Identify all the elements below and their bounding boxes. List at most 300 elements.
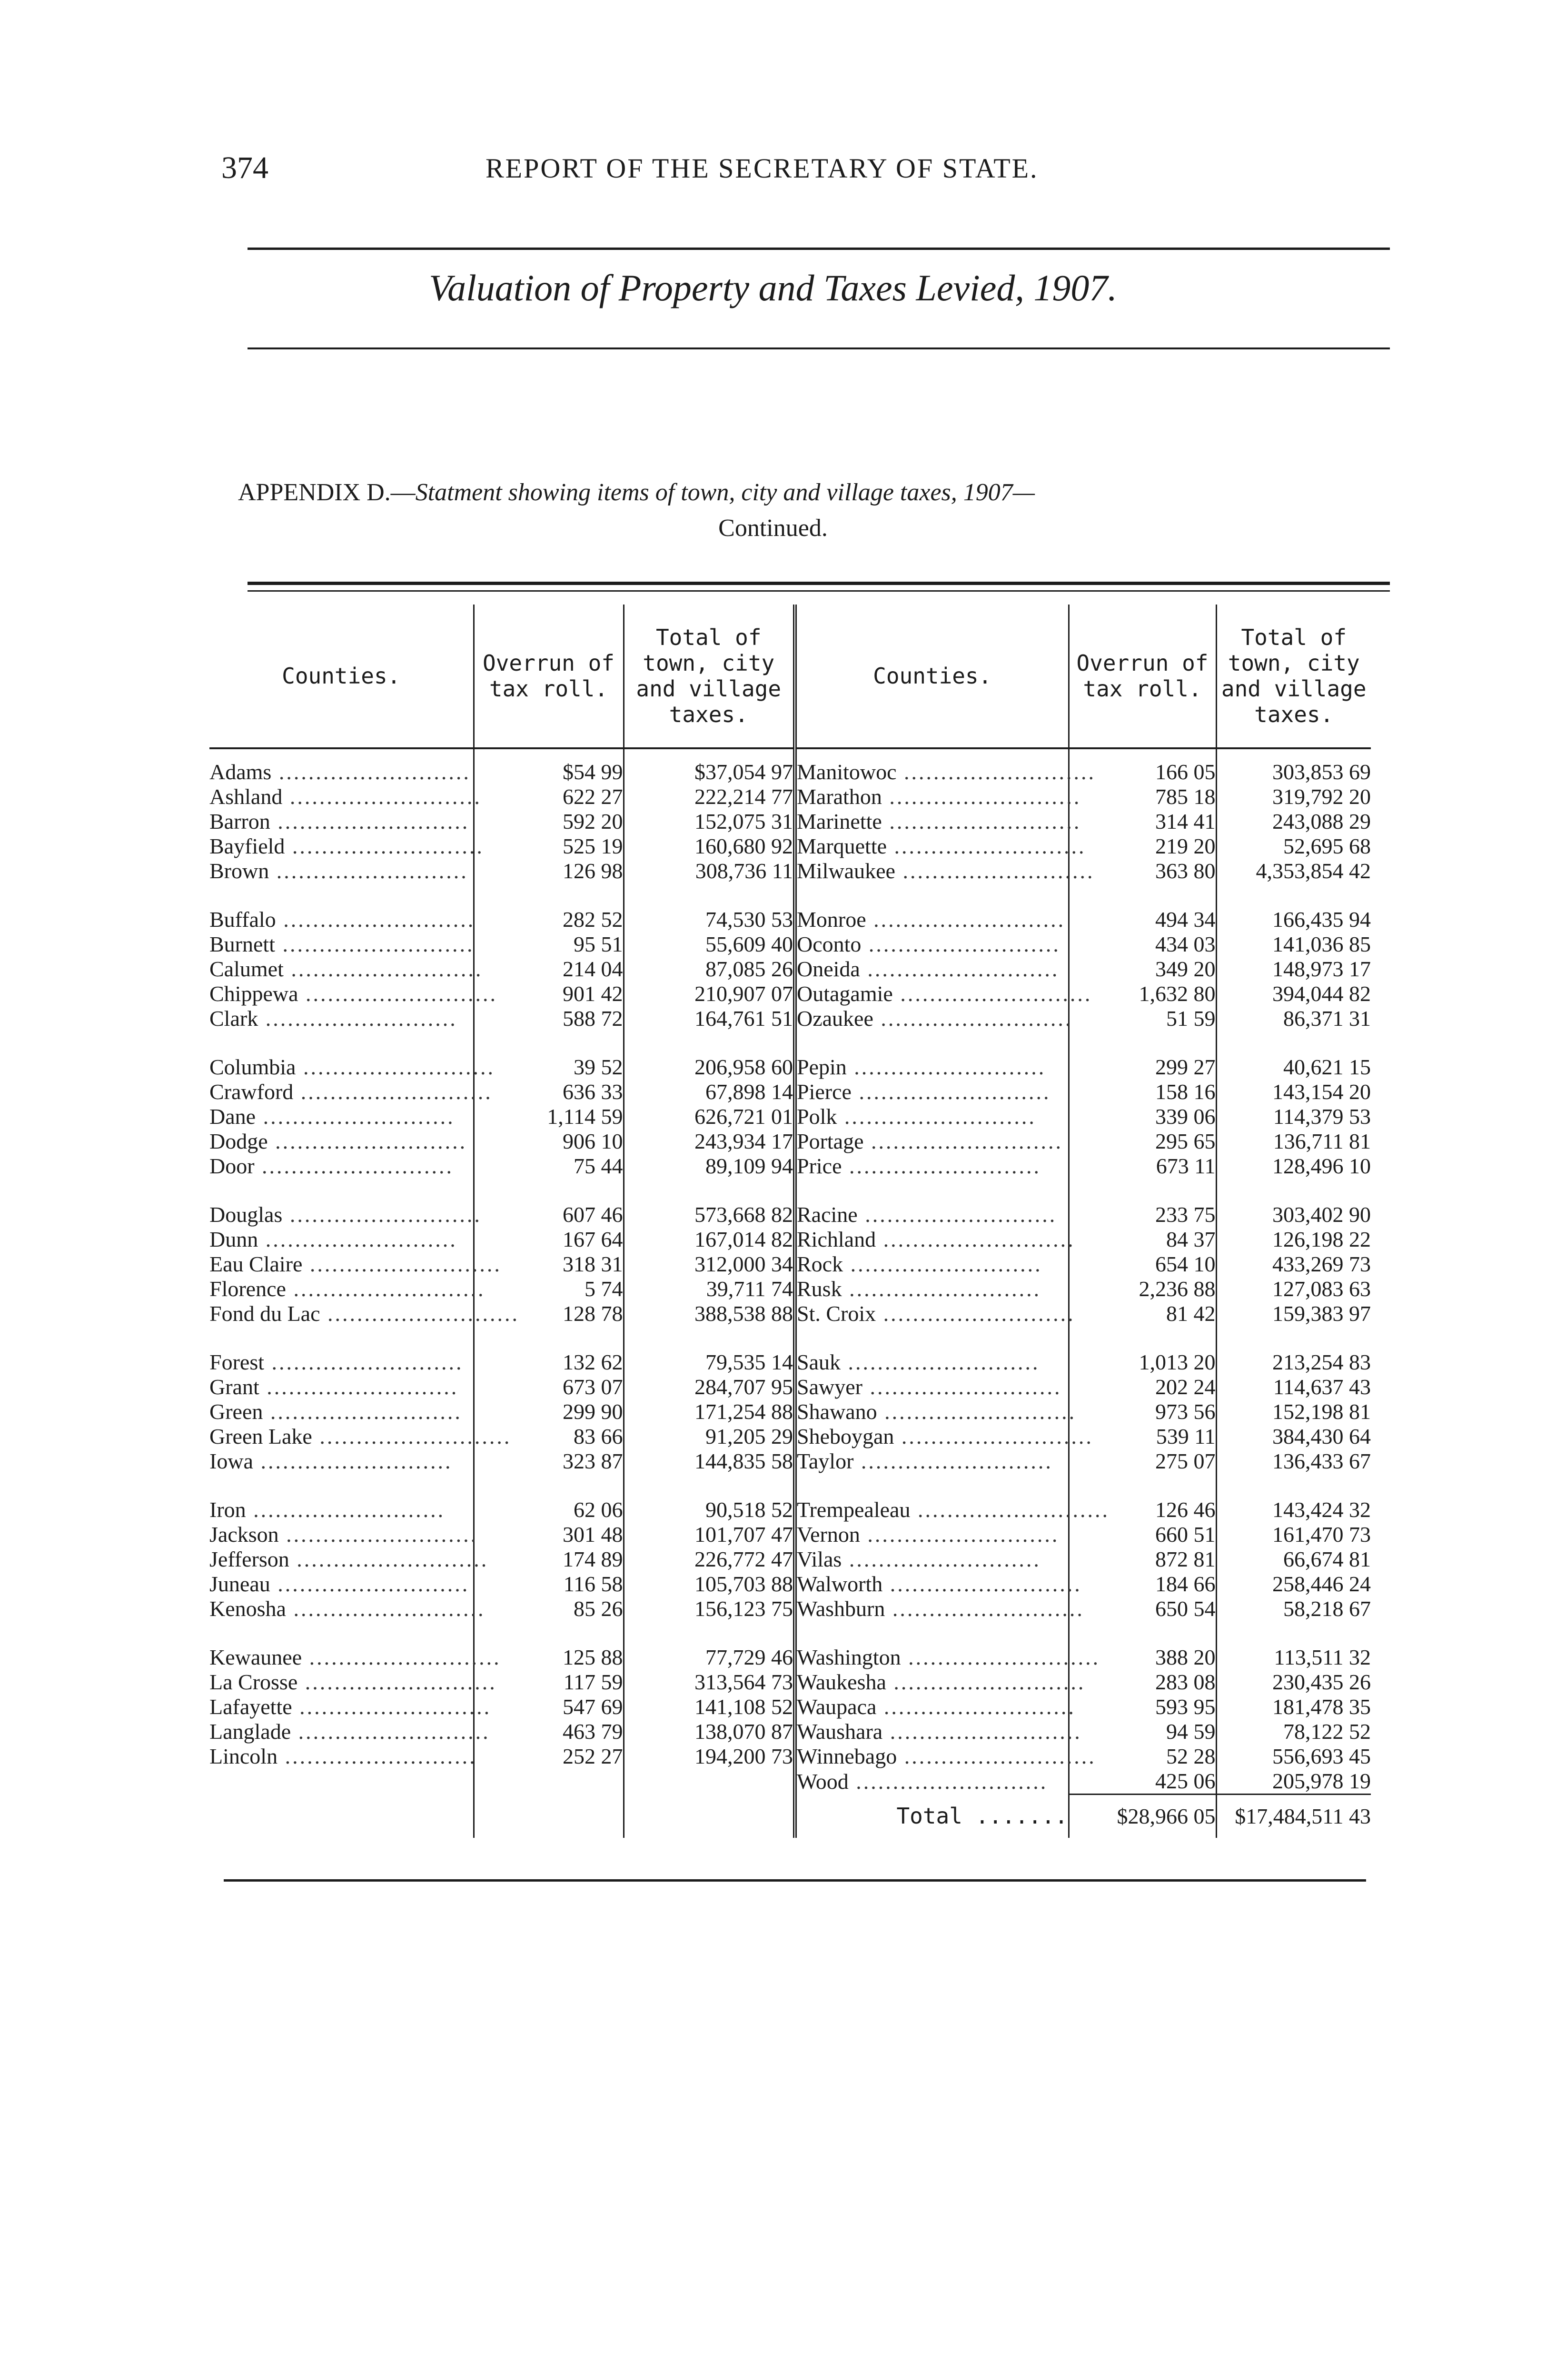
- leader-dots: ..........................: [270, 809, 470, 833]
- table-row: [209, 1399, 1371, 1424]
- county-name: Burnett: [209, 932, 275, 956]
- overrun-cell-right: 158 16: [1069, 1080, 1216, 1104]
- overrun-cell-left: 95 51: [474, 932, 624, 957]
- county-cell-left: [209, 1547, 489, 1572]
- county-cell-left: [209, 1572, 474, 1597]
- county-name: Walworth: [797, 1572, 883, 1596]
- county-cell-right: [795, 784, 1081, 809]
- appendix-prefix: APPENDIX D.—: [238, 479, 416, 506]
- overrun-cell-right: 785 18: [1069, 784, 1216, 809]
- leader-dots: .......: [962, 1803, 1068, 1829]
- county-cell-right: [795, 1719, 1082, 1744]
- overrun-cell-right: 973 56: [1069, 1399, 1216, 1424]
- overrun-cell-right: 299 27: [1069, 1055, 1216, 1080]
- table-row: [209, 784, 1371, 809]
- table-row: [209, 1424, 1371, 1449]
- overrun-cell-right: 349 20: [1069, 957, 1216, 982]
- total-cell-left: 284,707 95: [624, 1375, 795, 1399]
- total-cell-left: 55,609 40: [624, 932, 795, 957]
- total-cell-right: 303,402 90: [1272, 1202, 1371, 1227]
- county-cell-left: [209, 834, 484, 859]
- county-cell-left: [209, 1424, 512, 1449]
- total-cell-left: 89,109 94: [624, 1154, 795, 1179]
- table-row: [209, 1252, 1371, 1277]
- table-body: [209, 748, 1371, 1838]
- overrun-cell-right: 314 41: [1069, 809, 1216, 834]
- overrun-cell-right: 81 42: [1069, 1301, 1216, 1326]
- total-cell-right: 152,198 81: [1272, 1399, 1371, 1424]
- overrun-cell-left: 128 78: [474, 1301, 624, 1326]
- overrun-cell-right: 166 05: [1069, 748, 1216, 784]
- county-cell-right: [795, 982, 1092, 1006]
- total-label: [795, 1795, 1069, 1838]
- overrun-cell-left: 636 33: [474, 1080, 624, 1104]
- leader-dots: ..........................: [882, 1572, 1082, 1596]
- total-cell-right: 66,674 81: [1283, 1547, 1371, 1571]
- table-row: [209, 1154, 1371, 1179]
- overrun-cell-left: 117 59: [474, 1670, 624, 1695]
- leader-dots: ..........................: [258, 1227, 457, 1251]
- leader-dots: ..........................: [882, 784, 1081, 809]
- gap-cell: [795, 1621, 1069, 1645]
- total-cell-right: 394,044 82: [1272, 982, 1371, 1006]
- overrun-cell-right: 660 51: [1069, 1522, 1216, 1547]
- table-row: [209, 1547, 1371, 1572]
- table-row: [209, 1645, 1371, 1670]
- county-cell-left: [209, 1449, 474, 1474]
- county-name: Rock: [797, 1252, 843, 1276]
- county-name: Wood: [797, 1769, 849, 1794]
- total-cell-right: 52,695 68: [1283, 834, 1371, 858]
- gap-cell: [474, 883, 624, 907]
- county-name: Monroe: [797, 907, 866, 932]
- gap-cell: [1069, 883, 1216, 907]
- total-cell-left: 222,214 77: [624, 784, 795, 809]
- county-cell-right: [795, 1080, 1069, 1104]
- gap-cell: [474, 1179, 624, 1202]
- total-cell-left: 138,070 87: [624, 1719, 795, 1744]
- gap-cell: [1069, 1326, 1216, 1350]
- county-cell-left: [209, 1399, 474, 1424]
- county-cell-right: [795, 932, 1069, 957]
- total-cell-left: 144,835 58: [624, 1449, 795, 1474]
- county-cell-right: [795, 1129, 1069, 1154]
- table-row: [209, 1350, 1371, 1375]
- gap-cell: [624, 883, 795, 907]
- overrun-cell-left: 174 89: [474, 1547, 624, 1572]
- total-cell-left: 308,736 11: [624, 859, 795, 883]
- overrun-cell-right: 872 81: [1069, 1547, 1216, 1572]
- county-cell-right: [795, 1769, 1069, 1795]
- col-header-overrun-left: Overrun of tax roll.: [474, 605, 624, 748]
- county-name: Trempealeau: [797, 1497, 911, 1522]
- county-cell-left: [209, 932, 474, 957]
- group-gap: [209, 883, 1371, 907]
- total-cell-right: 136,433 67: [1272, 1449, 1371, 1473]
- gap-cell: [1069, 1621, 1216, 1645]
- overrun-cell-right: 494 34: [1069, 907, 1216, 932]
- leader-dots: ..........................: [876, 1227, 1075, 1251]
- col-header-counties-right: Counties.: [795, 605, 1069, 748]
- overrun-cell-right: 1,632 80: [1069, 982, 1216, 1006]
- county-name: Green Lake: [209, 1424, 312, 1448]
- overrun-cell-right: 51 59: [1069, 1006, 1216, 1031]
- county-cell-left: [209, 1645, 501, 1670]
- gap-cell: [624, 1326, 795, 1350]
- county-cell-left: [209, 1301, 520, 1326]
- table-row: [209, 834, 1371, 859]
- county-cell-right: [795, 1695, 1076, 1719]
- leader-dots: ..........................: [842, 1154, 1041, 1178]
- county-name: Sauk: [797, 1350, 841, 1374]
- county-name: Calumet: [209, 957, 284, 981]
- county-cell-left: [209, 957, 483, 982]
- county-cell-right: [795, 1449, 1069, 1474]
- county-cell-left: [209, 1227, 474, 1252]
- overrun-cell-right: 202 24: [1069, 1375, 1216, 1399]
- group-gap: [209, 1179, 1371, 1202]
- county-cell-right: [795, 1645, 1100, 1670]
- leader-dots: ..........................: [285, 834, 484, 858]
- overrun-cell-left: 547 69: [474, 1695, 624, 1719]
- county-cell-left: [209, 1006, 474, 1031]
- total-cell-left: $37,054 97: [624, 748, 795, 784]
- county-cell-left: [209, 1104, 474, 1129]
- overrun-cell-right: 654 10: [1069, 1252, 1216, 1277]
- leader-dots: ..........................: [271, 760, 471, 784]
- table-row: [209, 1375, 1371, 1399]
- table-row: [209, 1202, 1371, 1227]
- county-cell-left: [209, 748, 474, 784]
- county-cell-left: [209, 1129, 474, 1154]
- overrun-cell-left: 622 27: [474, 784, 624, 809]
- overrun-cell-right: 650 54: [1069, 1597, 1216, 1621]
- leader-dots: ..........................: [873, 1006, 1073, 1031]
- total-cell-right: 243,088 29: [1272, 809, 1371, 833]
- county-name: Waukesha: [797, 1670, 886, 1694]
- county-cell-right: [795, 1375, 1069, 1399]
- county-cell-right: [795, 1301, 1075, 1326]
- table-row: [209, 859, 1371, 883]
- county-name: Portage: [797, 1129, 864, 1153]
- total-row: [209, 1795, 1371, 1838]
- county-cell-right: [795, 1227, 1075, 1252]
- title-rule-top: [248, 248, 1390, 250]
- table-row: [209, 1006, 1371, 1031]
- total-cell-left: 626,721 01: [624, 1104, 795, 1129]
- appendix-caption: [238, 478, 1035, 506]
- total-cell-right: 113,511 32: [1274, 1645, 1371, 1669]
- overrun-cell-left: 126 98: [474, 859, 624, 883]
- total-cell-left: 87,085 26: [624, 957, 795, 982]
- county-name: Dunn: [209, 1227, 258, 1251]
- total-cell-right: 556,693 45: [1272, 1744, 1371, 1768]
- gap-cell: [795, 1179, 1069, 1202]
- gap-cell: [1216, 1031, 1371, 1055]
- table-row: [209, 1129, 1371, 1154]
- leader-dots: ..........................: [877, 1399, 1077, 1424]
- county-cell-right: [795, 1497, 1110, 1522]
- leader-dots: ..........................: [887, 834, 1086, 858]
- total-cell-right: 384,430 64: [1272, 1424, 1371, 1448]
- overrun-cell-left: 125 88: [474, 1645, 624, 1670]
- county-name: La Crosse: [209, 1670, 298, 1694]
- leader-dots: ..........................: [320, 1301, 520, 1326]
- table-row: [209, 957, 1371, 982]
- total-cell-left: 74,530 53: [624, 907, 795, 932]
- table-rule-top-thin: [248, 590, 1390, 592]
- gap-cell: [1216, 1474, 1371, 1497]
- overrun-cell-left: 301 48: [474, 1522, 624, 1547]
- county-cell-right: [795, 1252, 1069, 1277]
- county-name: Washington: [797, 1645, 901, 1669]
- leader-dots: ..........................: [275, 932, 475, 956]
- gap-cell: [1216, 1179, 1371, 1202]
- gap-cell: [209, 1326, 474, 1350]
- leader-dots: ..........................: [276, 907, 476, 932]
- gap-cell: [624, 1621, 795, 1645]
- county-cell-left: [209, 1497, 474, 1522]
- leader-dots: ..........................: [863, 1129, 1063, 1153]
- leader-dots: ..........................: [848, 1769, 1048, 1794]
- table-row: [209, 1670, 1371, 1695]
- county-cell-right: [795, 1350, 1069, 1375]
- overrun-cell-left: 463 79: [474, 1719, 624, 1744]
- county-cell-left: [209, 1375, 474, 1399]
- county-name: Vilas: [797, 1547, 842, 1571]
- overrun-cell-right: 425 06: [1069, 1769, 1216, 1795]
- county-name: Crawford: [209, 1080, 294, 1104]
- county-name: Ashland: [209, 784, 283, 809]
- total-cell-right: 205,978 19: [1272, 1769, 1371, 1793]
- leader-dots: ..........................: [837, 1104, 1036, 1129]
- table-row: [209, 748, 1371, 784]
- total-cell-left: [624, 1769, 795, 1795]
- total-cell-right: 148,973 17: [1272, 957, 1371, 981]
- overrun-cell-left: 673 07: [474, 1375, 624, 1399]
- total-cell-right: 86,371 31: [1283, 1006, 1371, 1031]
- gap-cell: [1216, 1326, 1371, 1350]
- leader-dots: ..........................: [298, 982, 498, 1006]
- total-cell-right: 166,435 94: [1272, 907, 1371, 932]
- leader-dots: ..........................: [268, 1129, 467, 1153]
- county-cell-right: [795, 907, 1069, 932]
- total-cell-left: 77,729 46: [624, 1645, 795, 1670]
- overrun-cell-left: 62 06: [474, 1497, 624, 1522]
- total-cell-left: 388,538 88: [624, 1301, 795, 1326]
- leader-dots: ..........................: [876, 1695, 1076, 1719]
- gap-cell: [474, 1474, 624, 1497]
- overrun-cell-right: 593 95: [1069, 1695, 1216, 1719]
- total-cell-right: 4,353,854 42: [1256, 859, 1371, 883]
- county-name: Clark: [209, 1006, 258, 1031]
- leader-dots: ..........................: [853, 1449, 1053, 1473]
- county-cell-left: [209, 1277, 486, 1301]
- county-name: Waushara: [797, 1719, 883, 1744]
- table-row: [209, 1744, 1371, 1769]
- gap-cell: [209, 1179, 474, 1202]
- total-taxes: $17,484,511 43: [1216, 1795, 1371, 1838]
- overrun-cell-right: 283 08: [1069, 1670, 1216, 1695]
- overrun-cell-right: 1,013 20: [1069, 1350, 1216, 1375]
- overrun-cell-right: 233 75: [1069, 1202, 1216, 1227]
- overrun-cell-left: 252 27: [474, 1744, 624, 1769]
- gap-cell: [795, 1326, 1069, 1350]
- county-cell-left: [209, 1744, 477, 1769]
- county-name: Douglas: [209, 1202, 283, 1227]
- county-cell-right: [795, 957, 1069, 982]
- total-cell-left: 152,075 31: [624, 809, 795, 834]
- county-name: Taylor: [797, 1449, 854, 1473]
- empty-cell: [474, 1795, 624, 1838]
- total-cell-left: 167,014 82: [624, 1227, 795, 1252]
- leader-dots: ..........................: [302, 1645, 501, 1669]
- total-cell-left: 243,934 17: [624, 1129, 795, 1154]
- table-row: [209, 1301, 1371, 1326]
- county-name: Juneau: [209, 1572, 270, 1596]
- overrun-cell-left: 83 66: [474, 1424, 624, 1449]
- col-header-total-left: Total of town, city and village taxes.: [624, 605, 795, 748]
- gap-cell: [209, 1621, 474, 1645]
- county-cell-left: [209, 1080, 493, 1104]
- county-name: Jackson: [209, 1522, 279, 1547]
- leader-dots: ..........................: [846, 1055, 1046, 1079]
- table-row: [209, 1227, 1371, 1252]
- total-cell-right: 143,424 32: [1272, 1497, 1371, 1522]
- county-name: Bayfield: [209, 834, 285, 858]
- county-name: Forest: [209, 1350, 264, 1374]
- county-name: Oconto: [797, 932, 862, 956]
- overrun-cell-right: 388 20: [1069, 1645, 1216, 1670]
- total-cell-left: 164,761 51: [624, 1006, 795, 1031]
- total-cell-left: 210,907 07: [624, 982, 795, 1006]
- county-cell-right: [795, 1277, 1069, 1301]
- overrun-cell-right: 434 03: [1069, 932, 1216, 957]
- county-name: St. Croix: [797, 1301, 876, 1326]
- county-name: Marathon: [797, 784, 882, 809]
- overrun-cell-left: 906 10: [474, 1129, 624, 1154]
- leader-dots: ..........................: [289, 1547, 489, 1571]
- total-cell-right: 128,496 10: [1272, 1154, 1371, 1178]
- table-row: [209, 1695, 1371, 1719]
- leader-dots: ..........................: [297, 1670, 497, 1694]
- county-name: Polk: [797, 1104, 837, 1129]
- overrun-cell-left: 592 20: [474, 809, 624, 834]
- county-cell-right: [795, 1572, 1082, 1597]
- county-cell-right: [795, 859, 1095, 883]
- leader-dots: ..........................: [270, 1572, 470, 1596]
- county-name: Sawyer: [797, 1375, 862, 1399]
- table-row: [209, 1719, 1371, 1744]
- county-name: Iron: [209, 1497, 246, 1522]
- overrun-cell-right: 94 59: [1069, 1719, 1216, 1744]
- group-gap: [209, 1031, 1371, 1055]
- total-cell-left: 79,535 14: [624, 1350, 795, 1375]
- county-name: Pepin: [797, 1055, 847, 1079]
- overrun-cell-left: 525 19: [474, 834, 624, 859]
- county-name: Vernon: [797, 1522, 860, 1547]
- leader-dots: ..........................: [882, 1719, 1082, 1744]
- leader-dots: ..........................: [896, 760, 1096, 784]
- total-cell-left: 90,518 52: [624, 1497, 795, 1522]
- overrun-cell-left: 1,114 59: [474, 1104, 624, 1129]
- leader-dots: ..........................: [253, 1449, 453, 1473]
- gap-cell: [624, 1474, 795, 1497]
- leader-dots: ..........................: [302, 1252, 502, 1276]
- total-cell-left: 91,205 29: [624, 1424, 795, 1449]
- leader-dots: ..........................: [841, 1350, 1040, 1374]
- table-rule-top: [248, 582, 1390, 585]
- county-name: Winnebago: [797, 1744, 897, 1768]
- county-name: Chippewa: [209, 982, 298, 1006]
- section-title: Valuation of Property and Taxes Levied, 1907.: [429, 267, 1117, 308]
- county-name: Milwaukee: [797, 859, 895, 883]
- overrun-cell-right: 184 66: [1069, 1572, 1216, 1597]
- total-overrun: $28,966 05: [1069, 1795, 1216, 1838]
- table-row: [209, 932, 1371, 957]
- county-name: Brown: [209, 859, 269, 883]
- county-cell-left: [209, 907, 474, 932]
- leader-dots: ..........................: [283, 957, 483, 981]
- total-cell-left: 171,254 88: [624, 1399, 795, 1424]
- table-row: [209, 907, 1371, 932]
- total-cell-left: 206,958 60: [624, 1055, 795, 1080]
- appendix-continued: Continued.: [718, 515, 828, 542]
- county-cell-left: [209, 784, 482, 809]
- county-cell-left: [209, 1055, 495, 1080]
- leader-dots: ..........................: [282, 1202, 482, 1227]
- county-cell-left: [209, 1350, 474, 1375]
- table-header-row: [209, 605, 1371, 748]
- gap-cell: [474, 1326, 624, 1350]
- total-cell-right: 126,198 22: [1272, 1227, 1371, 1251]
- county-cell-left: [209, 1154, 474, 1179]
- overrun-cell-left: 75 44: [474, 1154, 624, 1179]
- overrun-cell-right: 2,236 88: [1069, 1277, 1216, 1301]
- total-cell-right: 303,853 69: [1272, 760, 1371, 784]
- county-name: Eau Claire: [209, 1252, 303, 1276]
- leader-dots: ..........................: [897, 1744, 1096, 1768]
- overrun-cell-right: 126 46: [1069, 1497, 1216, 1522]
- county-cell-left: [209, 1202, 482, 1227]
- total-cell-right: 78,122 52: [1283, 1719, 1371, 1744]
- leader-dots: ..........................: [910, 1497, 1110, 1522]
- county-name: Richland: [797, 1227, 876, 1251]
- county-name: Marinette: [797, 809, 882, 833]
- overrun-cell-left: 901 42: [474, 982, 624, 1006]
- county-cell-right: [795, 1055, 1069, 1080]
- leader-dots: ..........................: [278, 1522, 478, 1547]
- county-name: Shawano: [797, 1399, 877, 1424]
- county-name: Kenosha: [209, 1597, 286, 1621]
- county-cell-left: [209, 1522, 478, 1547]
- leader-dots: ..........................: [312, 1424, 512, 1448]
- total-cell-right: 136,711 81: [1273, 1129, 1371, 1153]
- total-cell-left: 226,772 47: [624, 1547, 795, 1572]
- overrun-cell-left: 318 31: [474, 1252, 624, 1277]
- leader-dots: ..........................: [860, 1522, 1060, 1547]
- overrun-cell-left: [474, 1769, 624, 1795]
- gap-cell: [209, 1031, 474, 1055]
- leader-dots: ..........................: [842, 1547, 1041, 1571]
- table-row: [209, 1277, 1371, 1301]
- overrun-cell-left: 167 64: [474, 1227, 624, 1252]
- empty-cell: [624, 1795, 795, 1838]
- table-row: [209, 1597, 1371, 1621]
- gap-cell: [1069, 1179, 1216, 1202]
- county-name: Langlade: [209, 1719, 291, 1744]
- total-cell-left: 105,703 88: [624, 1572, 795, 1597]
